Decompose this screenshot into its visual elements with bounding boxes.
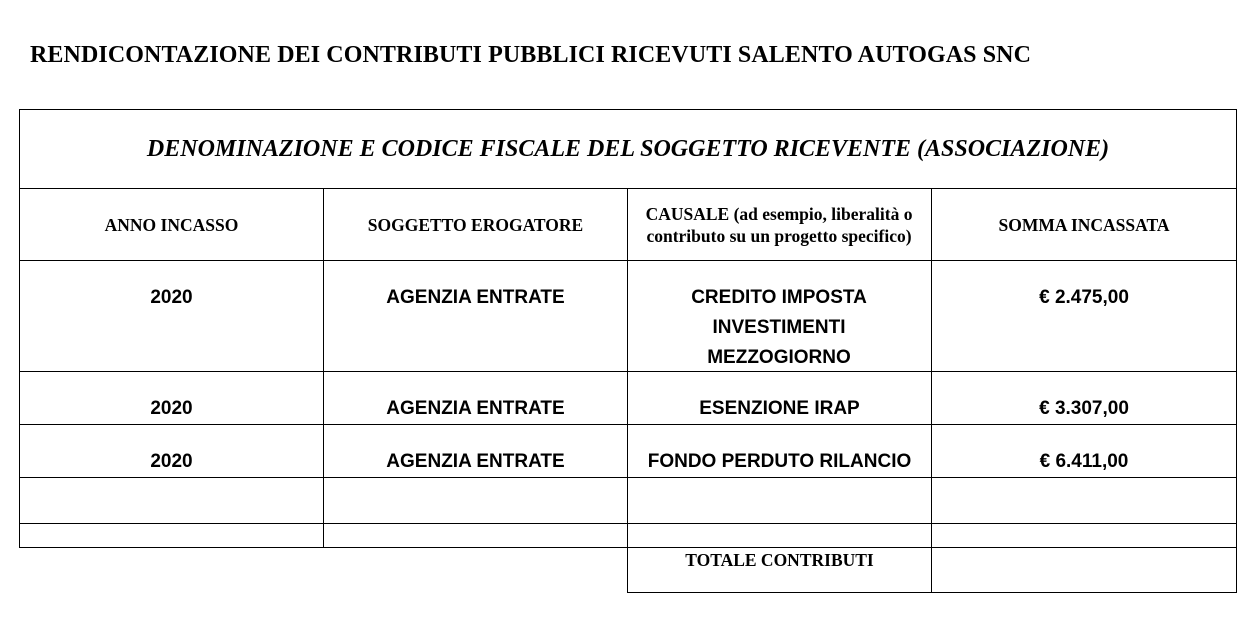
total-value: [932, 548, 1236, 592]
cell-somma: € 2.475,00: [1039, 287, 1129, 308]
total-bottom-border: [627, 592, 1237, 593]
header-causale: CAUSALE (ad esempio, liberalità o contributo su un progetto specifico): [645, 203, 913, 246]
cell-anno: 2020: [150, 287, 193, 308]
cell-somma: € 3.307,00: [1039, 398, 1129, 419]
row-divider: [19, 424, 1237, 425]
cell-somma: € 6.411,00: [1039, 451, 1129, 472]
cell-causale: FONDO PERDUTO RILANCIO: [647, 451, 912, 472]
row-divider: [19, 260, 1237, 261]
row-divider: [19, 523, 1237, 524]
cell-anno: 2020: [150, 451, 193, 472]
row-divider: [19, 371, 1237, 372]
cell-soggetto: AGENZIA ENTRATE: [386, 398, 565, 419]
column-divider: [1236, 548, 1237, 593]
cell-causale: CREDITO IMPOSTA INVESTIMENTI MEZZOGIORNO: [691, 287, 867, 368]
total-label: TOTALE CONTRIBUTI: [685, 550, 874, 570]
cell-causale: ESENZIONE IRAP: [699, 398, 860, 419]
column-divider: [627, 188, 628, 593]
header-soggetto-erogatore: SOGGETTO EROGATORE: [367, 214, 584, 235]
document-title: RENDICONTAZIONE DEI CONTRIBUTI PUBBLICI RICEVUTI SALENTO AUTOGAS SNC: [30, 42, 1032, 68]
cell-soggetto: AGENZIA ENTRATE: [386, 451, 565, 472]
recipient-subtitle: DENOMINAZIONE E CODICE FISCALE DEL SOGGETTO RICEVENTE (ASSOCIAZIONE): [146, 135, 1110, 162]
cell-anno: 2020: [150, 398, 193, 419]
cell-soggetto: AGENZIA ENTRATE: [386, 287, 565, 308]
header-anno-incasso: ANNO INCASSO: [104, 214, 239, 235]
row-divider: [19, 477, 1237, 478]
header-somma-incassata: SOMMA INCASSATA: [998, 214, 1170, 235]
